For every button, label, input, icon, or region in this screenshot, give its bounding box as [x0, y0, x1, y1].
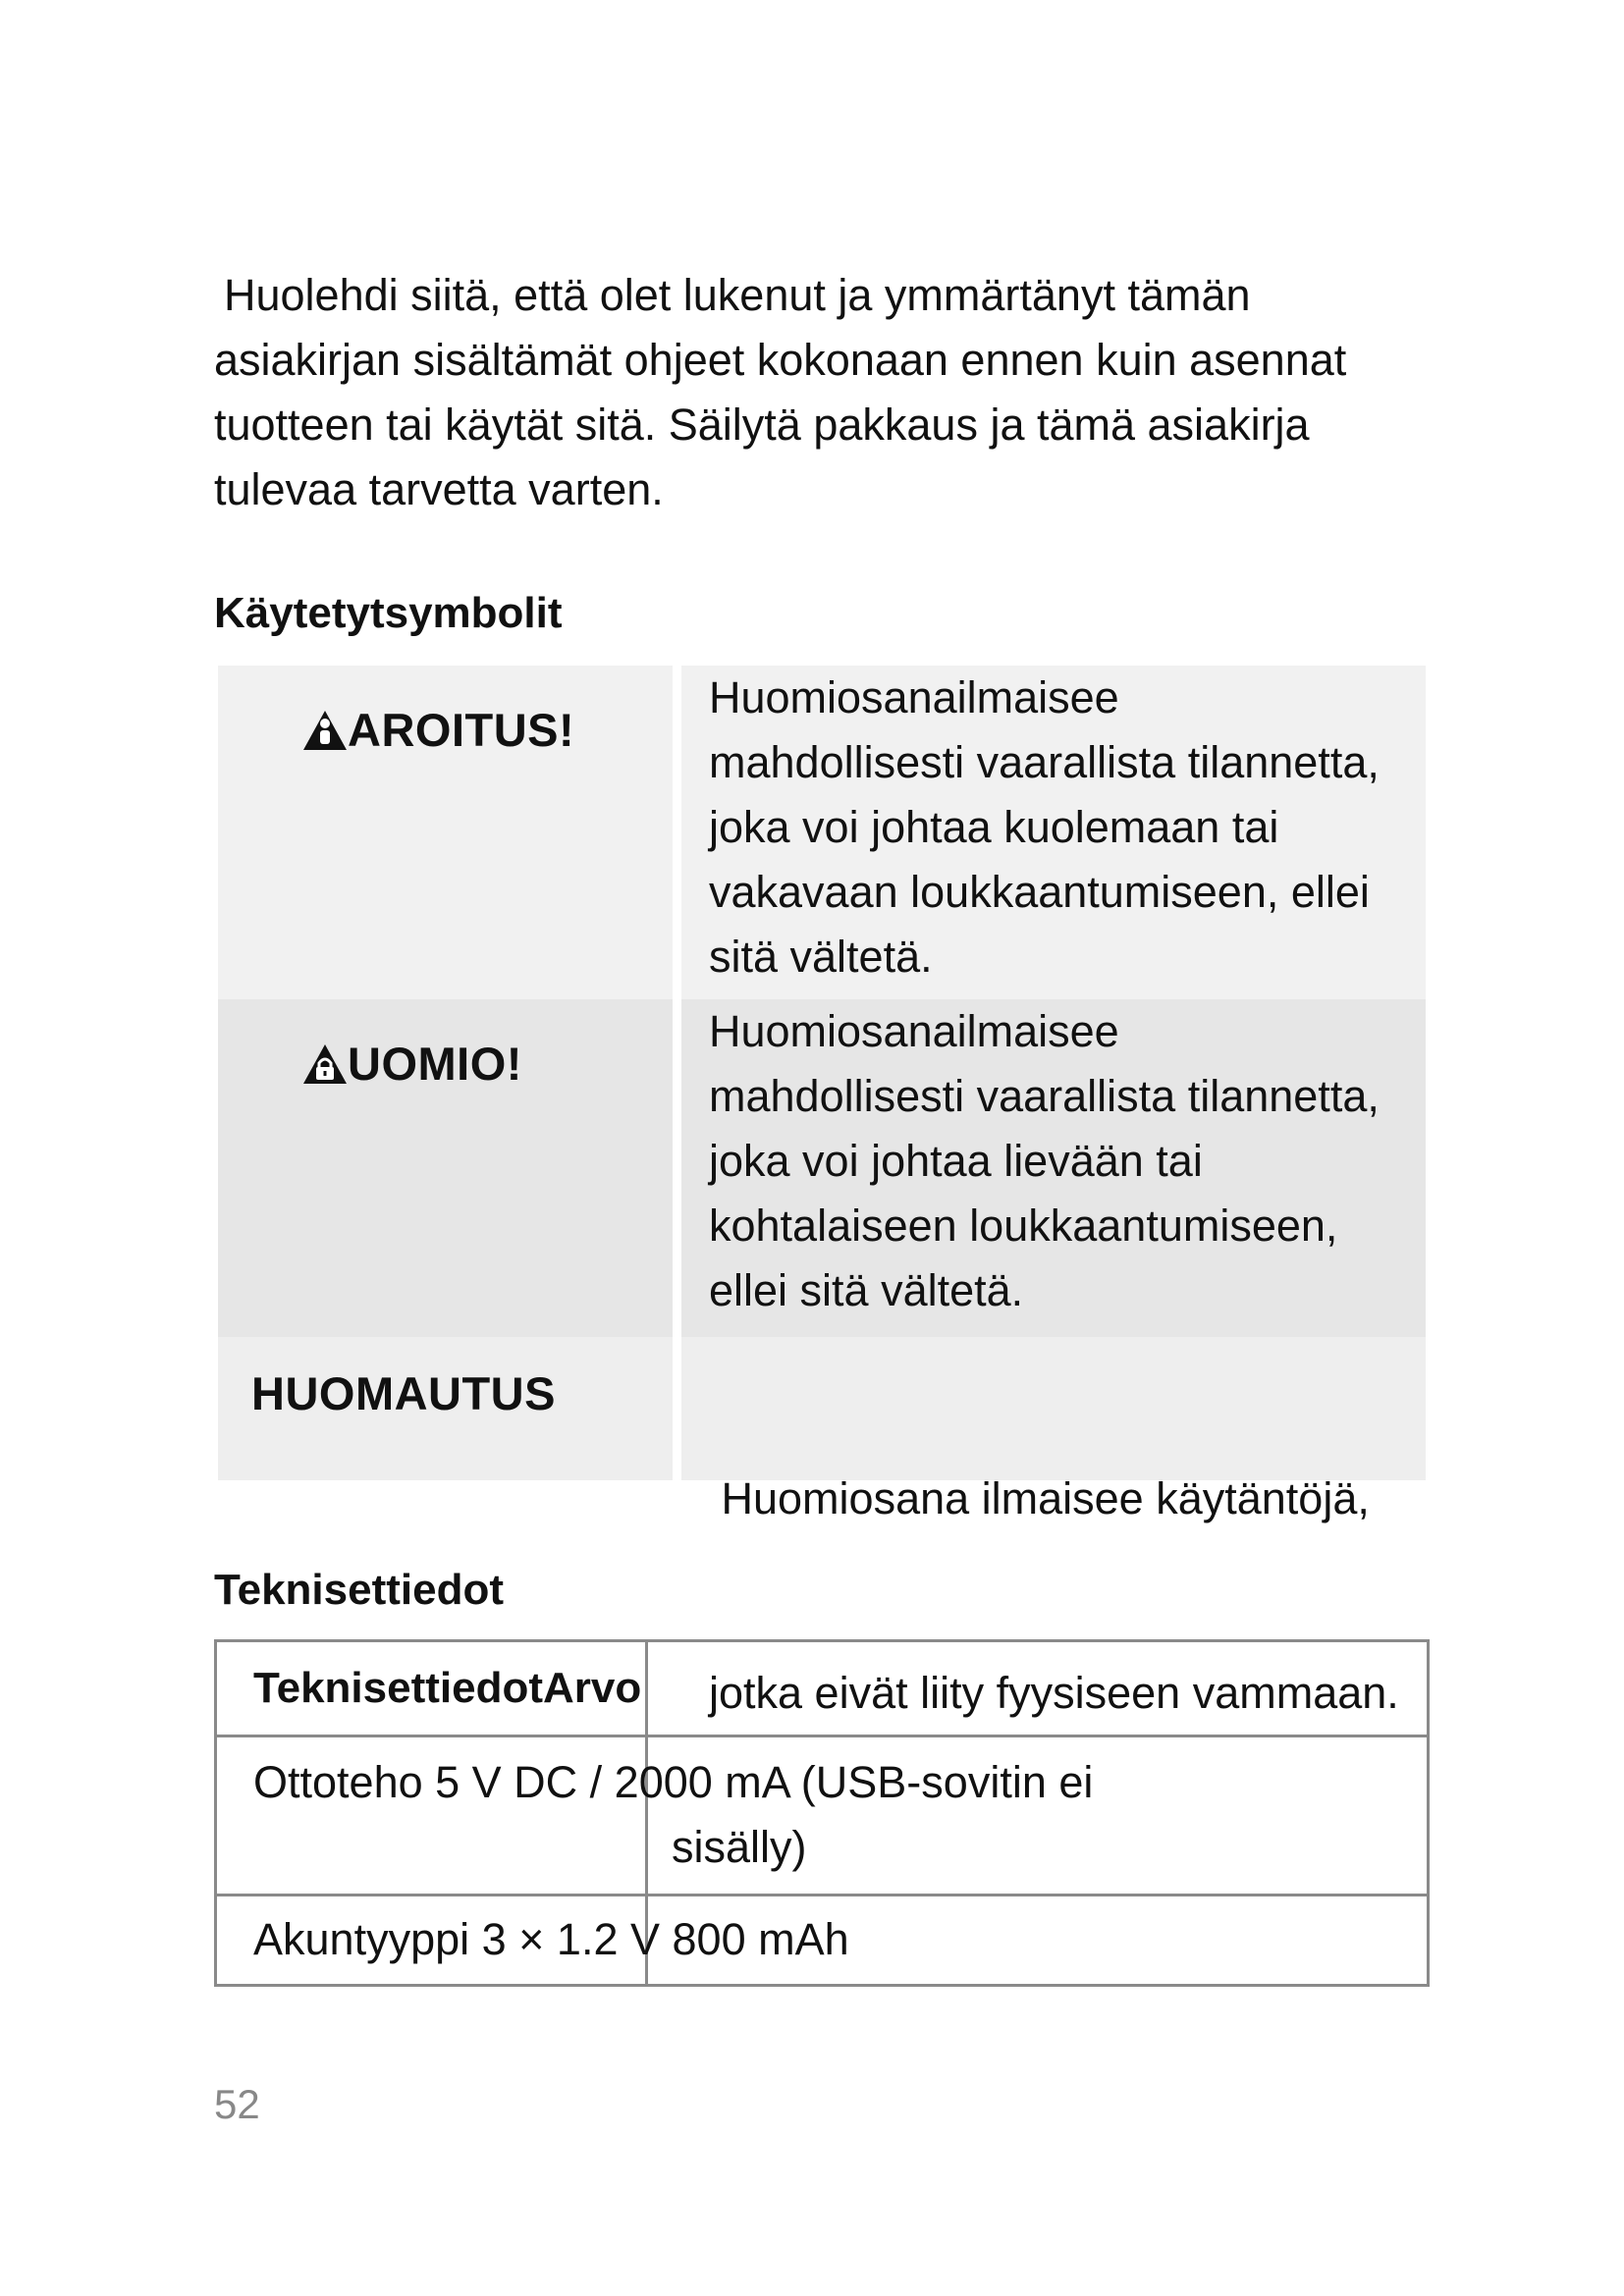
description-cell — [681, 999, 1426, 1337]
desc-line: sitä vältetä. — [709, 932, 933, 982]
desc-line: vakavaan loukkaantumiseen, ellei — [709, 867, 1370, 917]
symbol-row-caution — [218, 999, 1426, 1337]
intro-paragraph — [214, 263, 1392, 522]
desc-line: Huomiosanailmaisee — [709, 672, 1119, 722]
specs-heading: Teknisettiedot — [214, 1566, 505, 1614]
caution-lock-icon — [302, 1042, 348, 1086]
notice-label-text: HUOMAUTUS — [251, 1367, 556, 1419]
desc-line: joka voi johtaa lievään tai — [709, 1136, 1203, 1186]
notice-label — [251, 1366, 556, 1420]
desc-line: jotka eivät liity fyysiseen vammaan. — [709, 1668, 1399, 1718]
intro-line: Huolehdi siitä, että olet lukenut ja ymmärtänyt tämän — [224, 270, 1251, 320]
desc-line: joka voi johtaa kuolemaan tai — [709, 802, 1279, 852]
desc-line: kohtalaiseen loukkaantumiseen, — [709, 1201, 1338, 1251]
symbols-heading: Käytetytsymbolit — [214, 589, 563, 637]
row-divider — [217, 1735, 1427, 1737]
warning-description — [681, 666, 1426, 989]
page-number: 52 — [214, 2081, 260, 2127]
intro-line: asiakirjan sisältämät ohjeet kokonaan ennen kuin asennat — [214, 335, 1347, 385]
warning-label — [302, 703, 574, 757]
specs-row-battery: Akuntyyppi 3 × 1.2 V 800 mAh — [253, 1914, 849, 1964]
specs-table — [214, 1639, 1430, 1987]
symbol-cell — [218, 666, 673, 999]
symbol-cell — [218, 999, 673, 1337]
description-cell — [681, 666, 1426, 999]
caution-label — [302, 1037, 522, 1091]
warning-person-icon — [302, 709, 348, 752]
symbol-cell — [218, 1337, 673, 1480]
intro-line: tulevaa tarvetta varten. — [214, 464, 664, 514]
intro-line: tuotteen tai käytät sitä. Säilytä pakkaus ja tämä asiakirja — [214, 400, 1310, 450]
row-divider — [217, 1894, 1427, 1896]
desc-line: mahdollisesti vaarallista tilannetta, — [709, 737, 1380, 787]
desc-line: ellei sitä vältetä. — [709, 1265, 1024, 1315]
warning-label-text: AROITUS! — [348, 704, 575, 756]
symbol-row-warning — [218, 666, 1426, 999]
desc-line: Huomiosana ilmaisee käytäntöjä, — [709, 1473, 1370, 1523]
caution-description — [681, 999, 1426, 1323]
specs-table-header: TeknisettiedotArvo — [253, 1664, 642, 1712]
desc-line: mahdollisesti vaarallista tilannetta, — [709, 1071, 1380, 1121]
desc-line: Huomiosanailmaisee — [709, 1006, 1119, 1056]
description-cell — [681, 1337, 1426, 1718]
caution-label-text: UOMIO! — [348, 1038, 522, 1090]
specs-row-power-cont: sisälly) — [672, 1822, 807, 1872]
specs-row-power: Ottoteho 5 V DC / 2000 mA (USB-sovitin ei — [253, 1757, 1094, 1807]
